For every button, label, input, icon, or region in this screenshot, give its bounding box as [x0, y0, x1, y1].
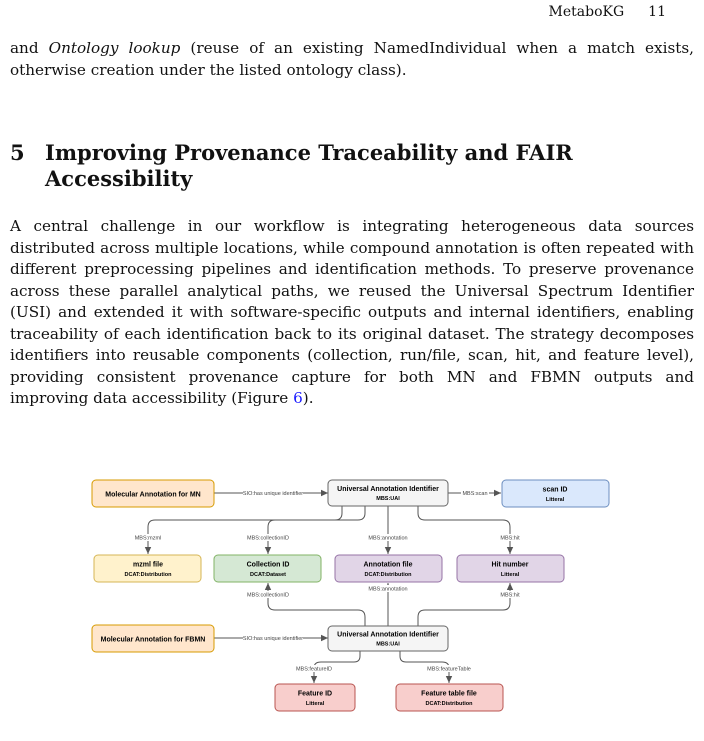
section-number: 5 — [10, 140, 25, 165]
label-annotation-bottom: MBS:annotation — [368, 586, 408, 593]
node-scan — [502, 480, 609, 507]
node-uai-top-subtitle: MBS:UAI — [376, 496, 400, 502]
edge-mzml — [148, 506, 342, 554]
node-mzml-title: mzml file — [133, 561, 163, 569]
node-uai-top — [328, 480, 448, 506]
node-mol-fbmn — [92, 625, 214, 652]
intro-prefix: and — [10, 39, 49, 57]
label-collection-bottom: MBS:collectionID — [247, 592, 289, 599]
node-scan-subtitle: Litteral — [545, 497, 565, 503]
node-collection — [214, 555, 321, 582]
running-title: MetaboKG — [548, 4, 625, 20]
node-mzml — [94, 555, 201, 582]
node-scan-title: scan ID — [542, 486, 568, 494]
section-title: Improving Provenance Traceability and FAIR Accessibility — [45, 140, 573, 191]
edge-hit-bottom — [418, 583, 510, 626]
node-mol-fbmn-title: Molecular Annotation for FBMN — [100, 636, 206, 644]
intro-paragraph — [10, 38, 694, 81]
intro-term: Ontology lookup — [48, 39, 181, 57]
label-hit-bottom: MBS:hit — [500, 592, 520, 599]
label-hit-top: MBS:hit — [500, 535, 520, 542]
node-collection-title: Collection ID — [246, 561, 290, 569]
node-mzml-subtitle: DCAT:Distribution — [124, 572, 172, 578]
node-uai-top-title: Universal Annotation Identifier — [337, 486, 439, 493]
node-annotation-subtitle: DCAT:Distribution — [364, 572, 412, 578]
node-feature-table — [396, 684, 503, 711]
node-annotation-title: Annotation file — [363, 561, 413, 569]
label-collection-top: MBS:collectionID — [247, 535, 289, 542]
label-has-unique-top: SIO:has unique identifier — [242, 491, 304, 497]
page-number: 11 — [648, 4, 666, 20]
body-suffix: ). — [302, 389, 314, 407]
label-annotation-top: MBS:annotation — [368, 535, 408, 542]
edge-hit-top — [418, 506, 510, 554]
node-feature-subtitle: Litteral — [305, 701, 325, 707]
node-uai-bottom-subtitle: MBS:UAI — [376, 641, 400, 648]
label-scan: MBS:scan — [462, 491, 488, 497]
figure-ref-link[interactable]: 6 — [293, 389, 303, 407]
node-annotation — [335, 555, 442, 582]
node-mol-mn — [92, 480, 214, 507]
label-has-unique-bottom: SIO:has unique identifier — [242, 636, 304, 642]
node-hit-title: Hit number — [491, 561, 529, 569]
label-mzml: MBS:mzml — [134, 535, 162, 542]
label-feature: MBS:featureID — [295, 666, 333, 673]
body-text: A central challenge in our workflow is integrating heterogeneous data sources distributed across multiple locations, while compound annotation is often repeated with different preprocessing pipelines and identification methods. To preserve provenance across these parallel analytical paths, we reused the Universal Spectrum Identifier (USI) and extended it with software-specific outputs and internal identifiers, enabling traceability of each identification back to its original dataset. The strategy decomposes identifiers into reusable components (collection, run/file, scan, hit, and feature level), providing consistent provenance capture for both MN and FBMN outputs and improving data accessibility (Figure — [10, 217, 694, 407]
body-paragraph — [10, 216, 694, 410]
edge-collection-top — [268, 506, 365, 554]
node-mol-mn-title: Molecular Annotation for MN — [105, 491, 201, 499]
node-feature — [275, 684, 355, 711]
provenance-diagram — [0, 466, 704, 726]
node-collection-subtitle: DCAT:Dataset — [250, 572, 286, 578]
node-feature-table-title: Feature table file — [421, 690, 477, 698]
running-header — [549, 4, 666, 20]
node-uai-bottom — [328, 626, 448, 651]
edge-collection-bottom — [268, 583, 365, 626]
node-feature-title: Feature ID — [297, 690, 333, 698]
intro-rest: (reuse of an existing NamedIndividual when a match exists, otherwise creation under the listed ontology class). — [10, 39, 694, 79]
node-hit — [457, 555, 564, 582]
node-hit-subtitle: Litteral — [500, 572, 520, 578]
node-feature-table-subtitle: DCAT:Distribution — [425, 701, 473, 707]
node-uai-bottom-title: Universal Annotation Identifier — [337, 631, 439, 639]
label-feature-table: MBS:featureTable — [427, 666, 471, 673]
